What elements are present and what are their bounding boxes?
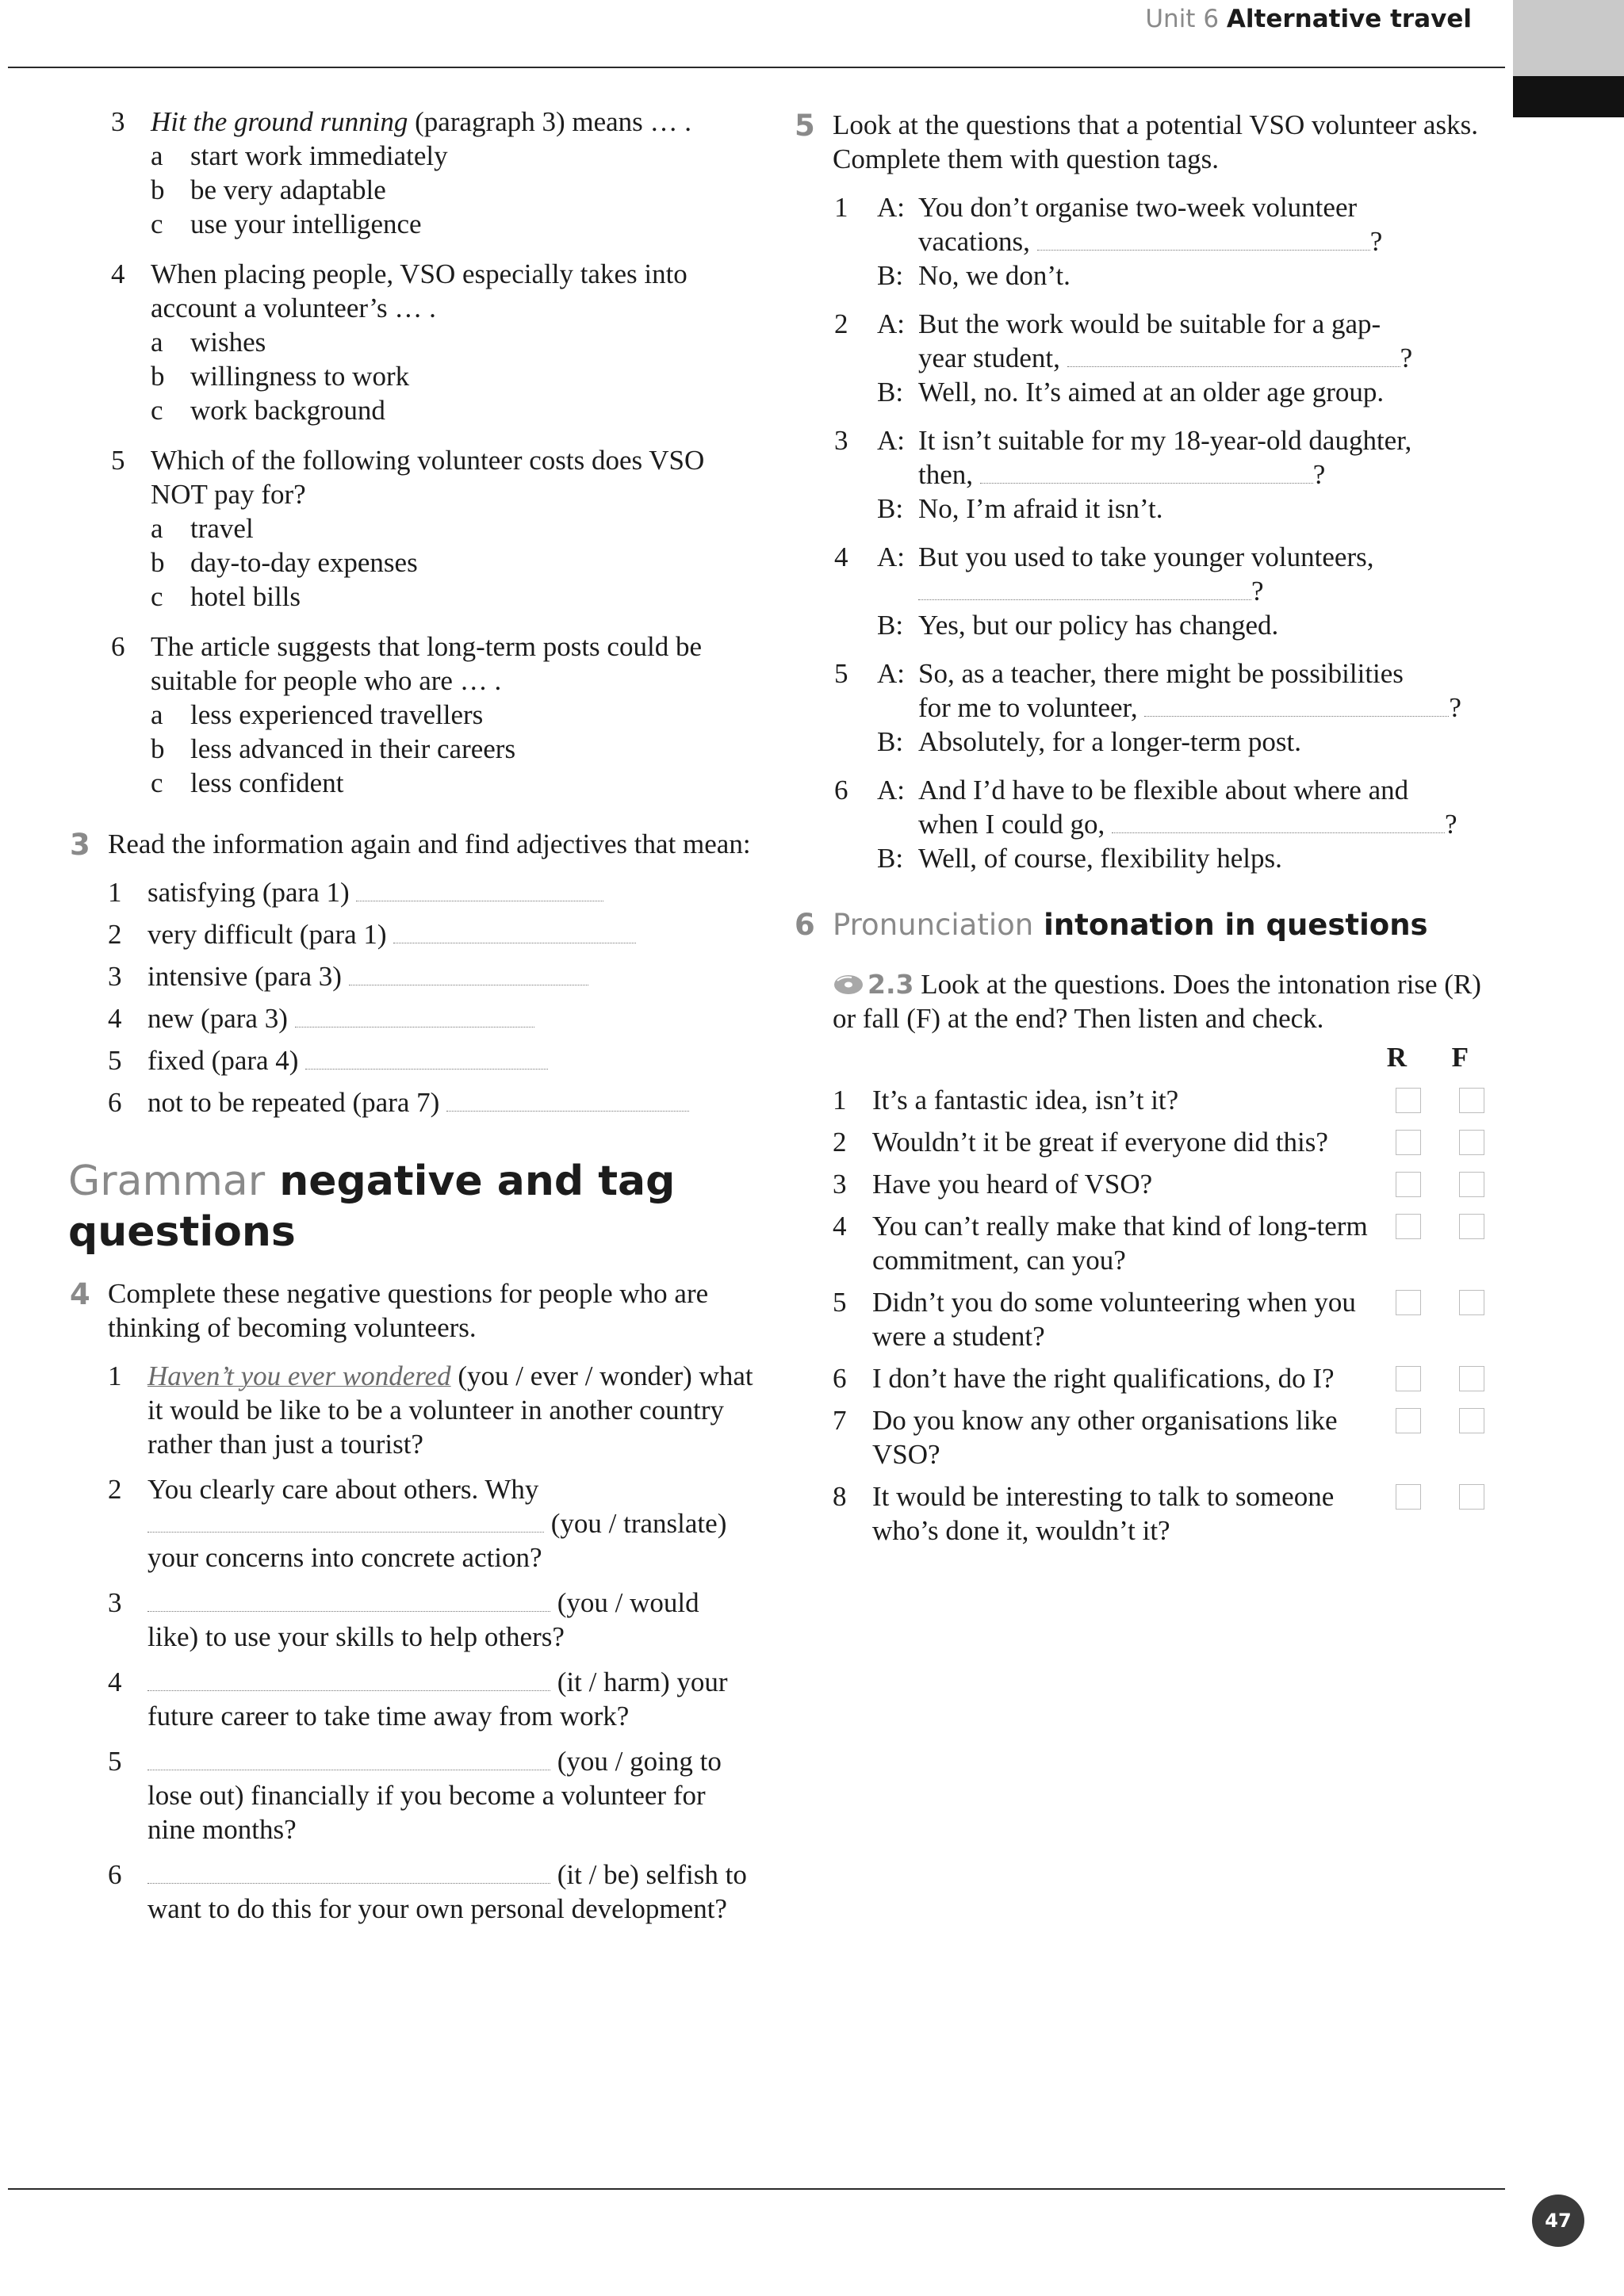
question-item bbox=[73, 443, 755, 614]
fall-checkbox[interactable] bbox=[1459, 1172, 1484, 1197]
rf-column-headers bbox=[833, 1040, 1484, 1077]
prompt: (it / harm) bbox=[557, 1667, 670, 1697]
sentence-rest: translate) your concerns into concrete action? bbox=[147, 1508, 727, 1573]
option-text: work background bbox=[190, 395, 385, 426]
speaker-a: A: bbox=[877, 658, 905, 689]
item-number: 1 bbox=[833, 1085, 847, 1115]
question-text: It would be interesting to talk to someone who’s done it, wouldn’t it? bbox=[872, 1481, 1335, 1546]
line-b bbox=[877, 841, 1484, 875]
line-b-text: No, we don’t. bbox=[918, 260, 1071, 291]
line-a-text: You don’t organise two-week volunteer bbox=[918, 192, 1358, 223]
vocab-item bbox=[70, 959, 755, 993]
rise-checkbox[interactable] bbox=[1396, 1484, 1421, 1510]
vocab-item bbox=[70, 917, 755, 951]
item-number: 6 bbox=[834, 775, 848, 806]
line-a-cont: when I could go, bbox=[918, 809, 1105, 840]
option-letter: a bbox=[151, 327, 163, 358]
line-a-cont: vacations, bbox=[918, 226, 1030, 257]
fall-checkbox[interactable] bbox=[1459, 1214, 1484, 1239]
item-text: satisfying (para 1) bbox=[147, 877, 350, 908]
line-a-text: But you used to take younger volunteers, bbox=[918, 541, 1374, 572]
item-number: 8 bbox=[833, 1481, 847, 1512]
stem-idiom: Hit the ground running bbox=[151, 106, 408, 137]
sentence-rest: going to lose out) financially if you become a volunteer for nine months? bbox=[147, 1746, 722, 1845]
question-number: 5 bbox=[111, 445, 125, 476]
line-a-cont: then, bbox=[918, 459, 974, 490]
grammar-label: Grammar bbox=[68, 1158, 266, 1205]
option[interactable] bbox=[151, 766, 755, 800]
exercise-3 bbox=[70, 827, 755, 1119]
corner-tab-black bbox=[1513, 76, 1624, 117]
line-a-text: And I’d have to be flexible about where and bbox=[918, 775, 1409, 806]
dialogue-item bbox=[795, 307, 1484, 409]
option[interactable] bbox=[151, 173, 755, 207]
pronunciation-label: Pronunciation bbox=[833, 908, 1034, 942]
option-text: hotel bills bbox=[190, 581, 301, 612]
right-column bbox=[795, 108, 1484, 1548]
exercise-4-instruction bbox=[70, 1276, 755, 1345]
tag-blank[interactable] bbox=[1067, 342, 1400, 367]
line-b-text: Absolutely, for a longer-term post. bbox=[918, 726, 1302, 757]
question-text: Wouldn’t it be great if everyone did this? bbox=[872, 1127, 1328, 1158]
sentence-item bbox=[70, 1744, 755, 1846]
line-a bbox=[877, 540, 1484, 608]
instruction-text: Look at the questions that a potential VSO volunteer asks. Complete them with question tags. bbox=[833, 109, 1478, 174]
sentence-item bbox=[70, 1359, 755, 1461]
exercise-number: 5 bbox=[795, 109, 815, 143]
speaker-b: B: bbox=[877, 610, 904, 641]
option-text: wishes bbox=[190, 327, 266, 358]
option[interactable] bbox=[151, 207, 755, 241]
speaker-a: A: bbox=[877, 541, 905, 572]
rise-column-label: R bbox=[1386, 1042, 1407, 1073]
option[interactable] bbox=[151, 359, 755, 393]
exercise-3-instruction bbox=[70, 827, 755, 861]
option-letter: a bbox=[151, 513, 163, 544]
line-a bbox=[877, 307, 1484, 375]
item-number: 2 bbox=[833, 1127, 847, 1158]
line-a bbox=[877, 656, 1484, 725]
exercise-6 bbox=[795, 907, 1484, 1548]
item-number: 4 bbox=[108, 1003, 122, 1034]
option-letter: c bbox=[151, 395, 163, 426]
option-text: be very adaptable bbox=[190, 174, 386, 205]
tag-blank[interactable] bbox=[1112, 809, 1445, 833]
speaker-b: B: bbox=[877, 726, 904, 757]
intonation-item bbox=[833, 1285, 1484, 1353]
question-stem bbox=[151, 105, 755, 139]
answer-blank[interactable] bbox=[147, 1859, 550, 1884]
item-number: 2 bbox=[108, 1474, 122, 1505]
line-b bbox=[877, 725, 1484, 759]
dialogue-item bbox=[795, 540, 1484, 642]
fall-checkbox[interactable] bbox=[1459, 1290, 1484, 1315]
dialogue-item bbox=[795, 773, 1484, 875]
left-column bbox=[68, 105, 755, 1926]
option[interactable] bbox=[151, 139, 755, 173]
unit-header bbox=[1145, 5, 1472, 33]
exercise-4 bbox=[70, 1276, 755, 1926]
line-a bbox=[877, 423, 1484, 492]
line-b-text: No, I’m afraid it isn’t. bbox=[918, 493, 1163, 524]
vocab-item bbox=[70, 1043, 755, 1077]
answer-blank[interactable] bbox=[356, 877, 603, 901]
prompt: (you / bbox=[557, 1746, 623, 1777]
rise-checkbox[interactable] bbox=[1396, 1408, 1421, 1433]
exercise-number: 3 bbox=[70, 828, 90, 862]
item-number: 3 bbox=[833, 1169, 847, 1200]
footer-rule bbox=[8, 2188, 1505, 2190]
track-number: 2.3 bbox=[868, 969, 914, 1000]
item-number: 1 bbox=[108, 877, 122, 908]
item-number: 4 bbox=[108, 1667, 122, 1697]
item-text: intensive (para 3) bbox=[147, 961, 342, 992]
answer-blank[interactable] bbox=[147, 1508, 544, 1533]
item-text: fixed (para 4) bbox=[147, 1045, 299, 1076]
line-b bbox=[877, 492, 1484, 526]
option-letter: b bbox=[151, 361, 165, 392]
unit-label: Unit 6 bbox=[1145, 5, 1220, 33]
question-text: Didn’t you do some volunteering when you were a student? bbox=[872, 1287, 1356, 1352]
question-item bbox=[73, 105, 755, 241]
stem-rest: (paragraph 3) means … . bbox=[408, 106, 692, 137]
dialogue-item bbox=[795, 656, 1484, 759]
line-b-text: Well, of course, flexibility helps. bbox=[918, 843, 1282, 874]
option-letter: c bbox=[151, 767, 163, 798]
line-a-text: So, as a teacher, there might be possibilities bbox=[918, 658, 1404, 689]
option-letter: c bbox=[151, 209, 163, 239]
question-stem: The article suggests that long-term posts could be suitable for people who are … . bbox=[151, 631, 702, 696]
item-text: new (para 3) bbox=[147, 1003, 288, 1034]
option-letter: b bbox=[151, 547, 165, 578]
unit-title: Alternative travel bbox=[1226, 5, 1472, 33]
instruction-text: Look at the questions. Does the intonation rise (R) or fall (F) at the end? Then listen and check. bbox=[833, 969, 1481, 1034]
option[interactable] bbox=[151, 325, 755, 359]
sentence-rest: like) to use your skills to help others? bbox=[147, 1621, 565, 1652]
header-rule bbox=[8, 67, 1505, 68]
prompt: (you / bbox=[550, 1508, 617, 1539]
prompt: (you / ever / wonder) bbox=[458, 1360, 692, 1391]
option[interactable] bbox=[151, 545, 755, 580]
item-text: very difficult (para 1) bbox=[147, 919, 387, 950]
question-mark: ? bbox=[1312, 459, 1326, 490]
intonation-list bbox=[833, 1083, 1484, 1548]
fall-checkbox[interactable] bbox=[1459, 1366, 1484, 1391]
item-number: 6 bbox=[833, 1363, 847, 1394]
item-number: 5 bbox=[833, 1287, 847, 1318]
pronunciation-topic: intonation in questions bbox=[1044, 908, 1428, 942]
answer-blank[interactable] bbox=[305, 1045, 548, 1070]
sentence-rest: your future career to take time away from work? bbox=[147, 1667, 728, 1732]
item-number: 1 bbox=[108, 1360, 122, 1391]
item-number: 3 bbox=[108, 961, 122, 992]
pronunciation-title bbox=[795, 907, 1484, 943]
rise-checkbox[interactable] bbox=[1396, 1130, 1421, 1155]
item-number: 5 bbox=[108, 1746, 122, 1777]
intonation-item bbox=[833, 1209, 1484, 1277]
tag-blank[interactable] bbox=[980, 459, 1313, 484]
question-mark: ? bbox=[1369, 226, 1383, 257]
speaker-b: B: bbox=[877, 843, 904, 874]
tag-blank[interactable] bbox=[918, 576, 1251, 600]
exercise-2-continued bbox=[73, 105, 755, 800]
intonation-item bbox=[833, 1361, 1484, 1395]
option-letter: a bbox=[151, 140, 163, 171]
sentence-item bbox=[70, 1586, 755, 1654]
intonation-item bbox=[833, 1479, 1484, 1548]
sentence-rest: what it would be like to be a volunteer in another country rather than just a tourist? bbox=[147, 1360, 753, 1460]
question-text: It’s a fantastic idea, isn’t it? bbox=[872, 1085, 1179, 1115]
option[interactable] bbox=[151, 732, 755, 766]
item-number: 1 bbox=[834, 192, 848, 223]
option[interactable] bbox=[151, 393, 755, 427]
line-b bbox=[877, 608, 1484, 642]
question-text: Have you heard of VSO? bbox=[872, 1169, 1153, 1200]
fall-checkbox[interactable] bbox=[1459, 1088, 1484, 1113]
exercise-number: 6 bbox=[795, 908, 815, 942]
exercise-5-instruction bbox=[795, 108, 1484, 176]
answer-blank[interactable] bbox=[446, 1087, 689, 1112]
speaker-a: A: bbox=[877, 192, 905, 223]
question-stem: When placing people, VSO especially takes into account a volunteer’s … . bbox=[151, 258, 688, 323]
prompt: (it / be) selfish bbox=[557, 1859, 718, 1890]
answer-blank[interactable] bbox=[147, 1667, 550, 1691]
question-item bbox=[73, 257, 755, 427]
speaker-a: A: bbox=[877, 308, 905, 339]
speaker-b: B: bbox=[877, 493, 904, 524]
fall-checkbox[interactable] bbox=[1459, 1408, 1484, 1433]
rise-checkbox[interactable] bbox=[1396, 1214, 1421, 1239]
instruction-text: Read the information again and find adjectives that mean: bbox=[108, 828, 751, 859]
option-letter: b bbox=[151, 733, 165, 764]
item-number: 5 bbox=[108, 1045, 122, 1076]
item-number: 4 bbox=[833, 1211, 847, 1242]
line-a-text: It isn’t suitable for my 18-year-old daughter, bbox=[918, 425, 1412, 456]
option-text: use your intelligence bbox=[190, 209, 422, 239]
item-text: not to be repeated (para 7) bbox=[147, 1087, 440, 1118]
option-text: willingness to work bbox=[190, 361, 410, 392]
answer-blank[interactable] bbox=[349, 961, 588, 985]
question-number: 4 bbox=[111, 258, 125, 289]
instruction-text: Complete these negative questions for people who are thinking of becoming volunteers. bbox=[108, 1278, 709, 1343]
vocab-item bbox=[70, 1001, 755, 1035]
line-a bbox=[877, 190, 1484, 258]
rise-checkbox[interactable] bbox=[1396, 1088, 1421, 1113]
sentence-item bbox=[70, 1858, 755, 1926]
grammar-topic: negative and tag questions bbox=[68, 1158, 676, 1256]
sentence-item bbox=[70, 1665, 755, 1733]
tag-blank[interactable] bbox=[1037, 226, 1370, 251]
sentence-rest: to want to do this for your own personal development? bbox=[147, 1859, 747, 1924]
item-number: 2 bbox=[834, 308, 848, 339]
intonation-item bbox=[833, 1167, 1484, 1201]
dialogue-item bbox=[795, 423, 1484, 526]
item-number: 6 bbox=[108, 1859, 122, 1890]
exercise-number: 4 bbox=[70, 1277, 90, 1311]
option-letter: a bbox=[151, 699, 163, 730]
audio-cd-icon[interactable] bbox=[833, 970, 864, 994]
intonation-item bbox=[833, 1083, 1484, 1117]
rise-checkbox[interactable] bbox=[1396, 1290, 1421, 1315]
speaker-a: A: bbox=[877, 775, 905, 806]
question-mark: ? bbox=[1400, 342, 1413, 373]
fall-column-label: F bbox=[1451, 1042, 1469, 1073]
question-mark: ? bbox=[1251, 576, 1264, 607]
line-b bbox=[877, 258, 1484, 293]
question-text: You can’t really make that kind of long-term commitment, can you? bbox=[872, 1211, 1368, 1276]
sentence-item bbox=[70, 1472, 755, 1575]
fall-checkbox[interactable] bbox=[1459, 1130, 1484, 1155]
question-number: 6 bbox=[111, 631, 125, 662]
speaker-a: A: bbox=[877, 425, 905, 456]
option-text: less confident bbox=[190, 767, 344, 798]
line-b-text: Well, no. It’s aimed at an older age group. bbox=[918, 377, 1385, 408]
question-mark: ? bbox=[1449, 692, 1461, 723]
line-b bbox=[877, 375, 1484, 409]
example-answer: Haven’t you ever wondered bbox=[147, 1360, 451, 1391]
item-number: 7 bbox=[833, 1405, 847, 1436]
answer-blank[interactable] bbox=[147, 1587, 550, 1612]
rise-checkbox[interactable] bbox=[1396, 1172, 1421, 1197]
corner-tab-grey bbox=[1513, 0, 1624, 76]
option-letter: b bbox=[151, 174, 165, 205]
option[interactable] bbox=[151, 511, 755, 545]
speaker-b: B: bbox=[877, 260, 904, 291]
fall-checkbox[interactable] bbox=[1459, 1484, 1484, 1510]
item-number: 3 bbox=[834, 425, 848, 456]
vocab-item bbox=[70, 1085, 755, 1119]
question-number: 3 bbox=[111, 106, 125, 137]
question-stem: Which of the following volunteer costs does VSO NOT pay for? bbox=[151, 445, 705, 510]
sentence-lead: You clearly care about others. Why bbox=[147, 1474, 539, 1505]
option-text: start work immediately bbox=[190, 140, 448, 171]
question-item bbox=[73, 629, 755, 800]
option-text: less advanced in their careers bbox=[190, 733, 516, 764]
prompt: (you / would bbox=[557, 1587, 699, 1618]
question-text: Do you know any other organisations like VSO? bbox=[872, 1405, 1338, 1470]
rise-checkbox[interactable] bbox=[1396, 1366, 1421, 1391]
option[interactable] bbox=[151, 698, 755, 732]
item-number: 5 bbox=[834, 658, 848, 689]
item-number: 4 bbox=[834, 541, 848, 572]
page-number: 47 bbox=[1532, 2195, 1584, 2247]
option-text: day-to-day expenses bbox=[190, 547, 418, 578]
option-text: less experienced travellers bbox=[190, 699, 484, 730]
dialogue-item bbox=[795, 190, 1484, 293]
option-text: travel bbox=[190, 513, 254, 544]
item-number: 3 bbox=[108, 1587, 122, 1618]
line-a-text: But the work would be suitable for a gap- bbox=[918, 308, 1381, 339]
answer-blank[interactable] bbox=[393, 919, 636, 943]
exercise-5 bbox=[795, 108, 1484, 875]
answer-blank[interactable] bbox=[147, 1746, 550, 1770]
line-b-text: Yes, but our policy has changed. bbox=[918, 610, 1279, 641]
item-number: 2 bbox=[108, 919, 122, 950]
speaker-b: B: bbox=[877, 377, 904, 408]
vocab-item bbox=[70, 875, 755, 909]
option-letter: c bbox=[151, 581, 163, 612]
answer-blank[interactable] bbox=[295, 1003, 534, 1027]
line-a-cont: year student, bbox=[918, 342, 1060, 373]
question-mark: ? bbox=[1444, 809, 1457, 840]
grammar-section-title bbox=[68, 1156, 718, 1257]
item-number: 6 bbox=[108, 1087, 122, 1118]
intonation-item bbox=[833, 1125, 1484, 1159]
line-a-cont: for me to volunteer, bbox=[918, 692, 1138, 723]
line-a bbox=[877, 773, 1484, 841]
question-text: I don’t have the right qualifications, do I? bbox=[872, 1363, 1335, 1394]
option[interactable] bbox=[151, 580, 755, 614]
exercise-6-instruction bbox=[795, 967, 1484, 1035]
intonation-item bbox=[833, 1403, 1484, 1471]
tag-blank[interactable] bbox=[1144, 692, 1449, 717]
